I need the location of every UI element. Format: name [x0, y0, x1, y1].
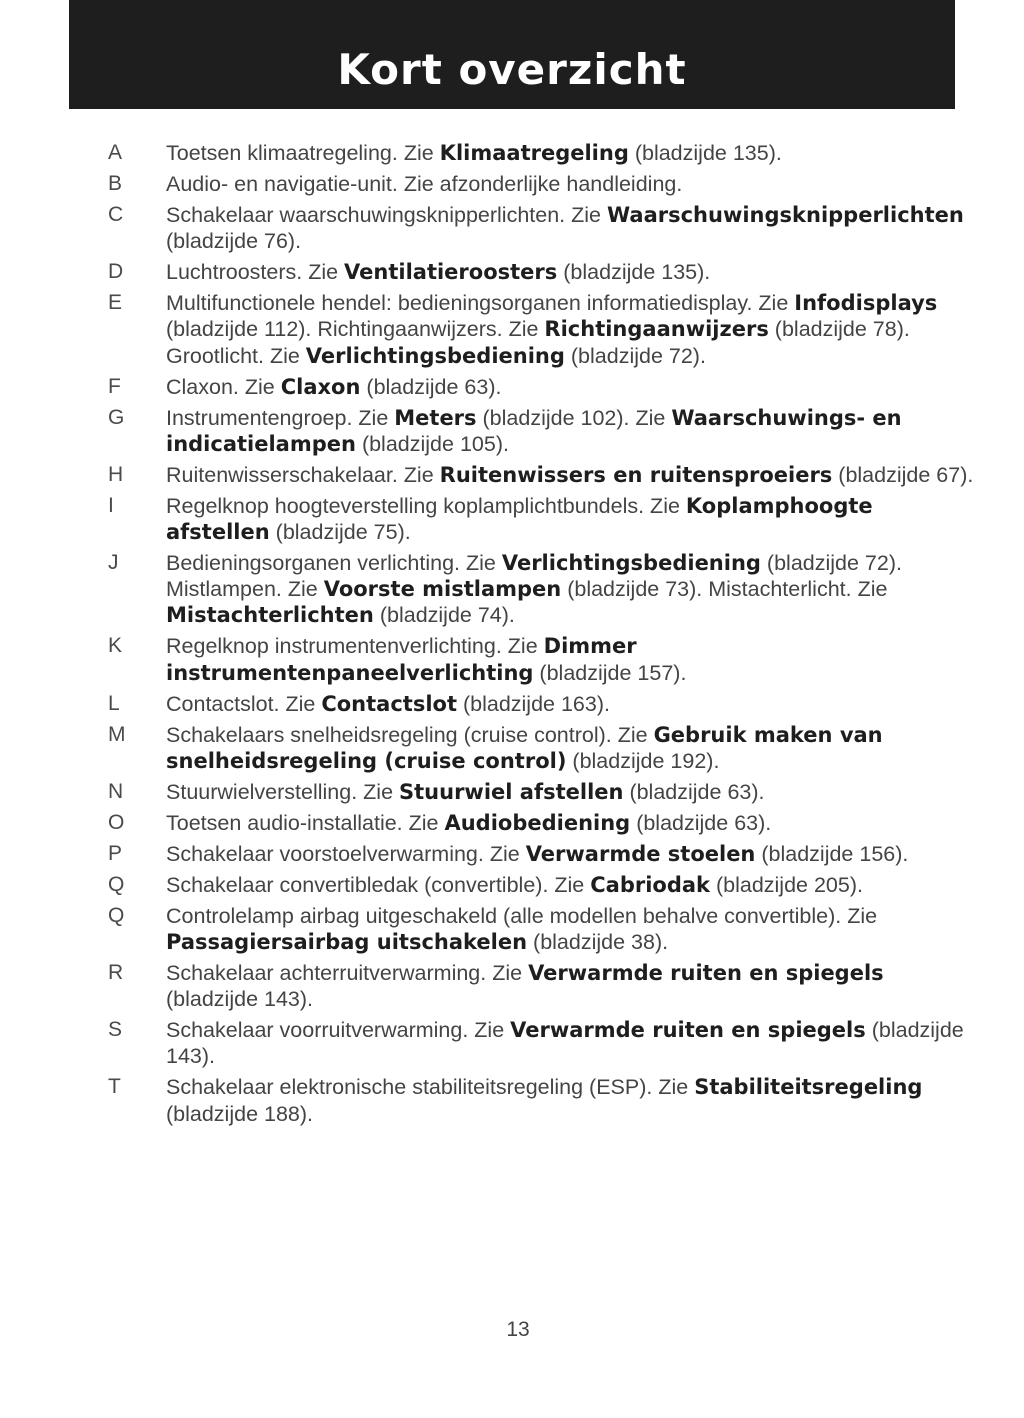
- list-item: [108, 841, 978, 867]
- description-text: (bladzijde 76).: [166, 229, 302, 254]
- cross-reference: Ruitenwissers en ruitensproeiers: [439, 462, 833, 487]
- description-text: (bladzijde 63).: [623, 779, 765, 804]
- description-text: Stuurwielverstelling. Zie: [166, 779, 400, 804]
- description-text: (bladzijde 143).: [166, 1018, 964, 1069]
- description-text: Schakelaar achterruitverwarming. Zie: [166, 961, 529, 986]
- description-text: (bladzijde 112). Richtingaanwijzers. Zie: [166, 317, 545, 342]
- description-text: (bladzijde 135).: [557, 260, 711, 285]
- cross-reference: Infodisplays: [794, 291, 938, 316]
- item-letter: G: [108, 405, 125, 429]
- description-text: Controlelamp airbag uitgeschakeld (alle modellen behalve convertible). Zie: [166, 903, 878, 928]
- item-letter: O: [108, 810, 125, 834]
- description-text: Contactslot. Zie: [166, 691, 322, 716]
- list-item: [108, 405, 978, 457]
- description-text: Schakelaar voorruitverwarming. Zie: [166, 1018, 511, 1043]
- description-text: (bladzijde 205).: [710, 872, 863, 897]
- cross-reference: Audiobediening: [444, 810, 631, 835]
- list-item: [108, 810, 978, 836]
- item-description: [166, 259, 978, 285]
- description-text: Instrumentengroep. Zie: [166, 405, 395, 430]
- description-text: Schakelaar convertibledak (convertible). Zie: [166, 872, 591, 897]
- item-letter: N: [108, 779, 124, 803]
- cross-reference: Waarschuwings- en indicatielampen: [166, 405, 902, 456]
- list-item: [108, 374, 978, 400]
- description-text: (bladzijde 78). Grootlicht. Zie: [166, 317, 910, 368]
- cross-reference: Stuurwiel afstellen: [399, 779, 624, 804]
- description-text: (bladzijde 143).: [166, 987, 314, 1012]
- item-letter: E: [108, 291, 123, 315]
- item-description: [166, 1017, 978, 1069]
- description-text: (bladzijde 75).: [269, 520, 411, 545]
- item-letter: J: [108, 551, 119, 575]
- description-text: (bladzijde 102). Zie: [476, 405, 672, 430]
- description-text: (bladzijde 192).: [566, 748, 720, 773]
- description-text: (bladzijde 73). Mistachterlicht. Zie: [561, 577, 888, 602]
- item-letter: I: [108, 493, 114, 517]
- item-letter: B: [108, 172, 123, 195]
- description-text: (bladzijde 63).: [360, 374, 502, 399]
- item-description: [166, 550, 978, 629]
- description-text: Luchtroosters. Zie: [166, 260, 345, 285]
- list-item: [108, 493, 978, 545]
- list-item: [108, 633, 978, 685]
- item-description: [166, 1074, 978, 1126]
- cross-reference: Gebruik maken van snelheidsregeling (cruise control): [166, 722, 883, 773]
- list-item: [108, 140, 978, 166]
- cross-reference: Verwarmde stoelen: [525, 841, 756, 866]
- description-text: Toetsen audio-installatie. Zie: [166, 810, 445, 835]
- list-item: [108, 872, 978, 898]
- item-description: [166, 841, 978, 867]
- item-letter: K: [108, 634, 123, 658]
- list-item: [108, 1017, 978, 1069]
- description-text: Regelknop instrumentenverlichting. Zie: [166, 634, 544, 659]
- item-letter: Q: [108, 903, 125, 927]
- item-letter: D: [108, 260, 124, 284]
- cross-reference: Waarschuwingsknipperlichten: [606, 203, 964, 227]
- description-text: Audio- en navigatie-unit. Zie afzonderlijke handleiding.: [166, 172, 683, 196]
- description-text: Claxon. Zie: [166, 374, 281, 399]
- list-item: [108, 960, 978, 1012]
- cross-reference: Stabiliteitsregeling: [694, 1075, 923, 1100]
- cross-reference: Ventilatieroosters: [344, 260, 558, 285]
- cross-reference: Passagiersairbag uitschakelen: [166, 930, 528, 955]
- description-text: Schakelaar elektronische stabiliteitsregeling (ESP). Zie: [166, 1075, 695, 1100]
- description-text: Multifunctionele hendel: bedieningsorganen informatiedisplay. Zie: [166, 291, 795, 316]
- list-item: [108, 462, 978, 488]
- item-description: [166, 810, 978, 836]
- description-text: Schakelaar voorstoelverwarming. Zie: [166, 841, 526, 866]
- description-text: (bladzijde 72). Mistlampen. Zie: [166, 551, 902, 602]
- item-description: [166, 202, 978, 254]
- item-description: [166, 691, 978, 717]
- list-item: [108, 550, 978, 629]
- cross-reference: Voorste mistlampen: [323, 577, 562, 602]
- item-letter: S: [108, 1018, 123, 1042]
- cross-reference: Contactslot: [321, 691, 457, 716]
- item-description: [166, 779, 978, 805]
- description-text: (bladzijde 67).: [832, 462, 974, 487]
- cross-reference: Richtingaanwijzers: [544, 317, 769, 342]
- description-text: (bladzijde 38).: [527, 930, 669, 955]
- description-text: (bladzijde 72).: [564, 343, 706, 368]
- description-text: Bedieningsorganen verlichting. Zie: [166, 551, 502, 576]
- description-text: Ruitenwisserschakelaar. Zie: [166, 462, 440, 487]
- description-text: (bladzijde 63).: [630, 810, 772, 835]
- description-text: (bladzijde 74).: [373, 603, 515, 628]
- item-description: [166, 462, 978, 488]
- cross-reference: Klimaatregeling: [439, 141, 629, 165]
- item-description: [166, 405, 978, 457]
- item-letter: T: [108, 1075, 121, 1099]
- header-bar: [69, 0, 955, 109]
- page-number: 13: [506, 1318, 530, 1341]
- item-description: [166, 722, 978, 774]
- list-item: [108, 903, 978, 955]
- cross-reference: Claxon: [280, 374, 361, 399]
- cross-reference: Meters: [394, 405, 477, 430]
- cross-reference: Dimmer instrumentenpaneelverlichting: [166, 634, 637, 685]
- item-letter: Q: [108, 872, 125, 896]
- description-text: (bladzijde 163).: [457, 691, 610, 716]
- item-letter: F: [108, 374, 121, 398]
- item-description: [166, 903, 978, 955]
- list-item: [108, 1074, 978, 1126]
- item-description: [166, 140, 978, 166]
- description-text: Schakelaar waarschuwingsknipperlichten. Zie: [166, 203, 607, 227]
- item-description: [166, 633, 978, 685]
- item-letter: P: [108, 841, 123, 865]
- description-text: (bladzijde 105).: [355, 431, 509, 456]
- cross-reference: Cabriodak: [590, 872, 710, 897]
- entry-list: [108, 140, 978, 1132]
- list-item: [108, 779, 978, 805]
- cross-reference: Mistachterlichten: [166, 603, 374, 628]
- list-item: [108, 722, 978, 774]
- description-text: (bladzijde 135).: [628, 141, 782, 165]
- description-text: Regelknop hoogteverstelling koplamplichtbundels. Zie: [166, 493, 686, 518]
- description-text: (bladzijde 156).: [755, 841, 909, 866]
- item-letter: A: [108, 141, 123, 164]
- description-text: (bladzijde 157).: [533, 660, 687, 685]
- list-item: [108, 691, 978, 717]
- item-description: [166, 493, 978, 545]
- list-item: [108, 259, 978, 285]
- cross-reference: Verlichtingsbediening: [305, 343, 565, 368]
- item-description: [166, 171, 978, 197]
- description-text: Schakelaars snelheidsregeling (cruise control). Zie: [166, 722, 654, 747]
- cross-reference: Verlichtingsbediening: [501, 551, 761, 576]
- item-letter: C: [108, 203, 124, 226]
- cross-reference: Verwarmde ruiten en spiegels: [510, 1018, 866, 1043]
- cross-reference: Verwarmde ruiten en spiegels: [528, 961, 884, 986]
- item-description: [166, 960, 978, 1012]
- list-item: [108, 202, 978, 254]
- list-item: [108, 290, 978, 369]
- item-letter: H: [108, 462, 124, 486]
- item-description: [166, 290, 978, 369]
- item-description: [166, 872, 978, 898]
- item-letter: R: [108, 961, 124, 985]
- description-text: Toetsen klimaatregeling. Zie: [166, 141, 440, 165]
- cross-reference: Koplamphoogte afstellen: [166, 493, 873, 545]
- item-letter: M: [108, 722, 126, 746]
- page-title: Kort overzicht: [337, 45, 687, 94]
- item-letter: L: [108, 691, 120, 715]
- item-description: [166, 374, 978, 400]
- description-text: (bladzijde 188).: [166, 1101, 314, 1126]
- list-item: [108, 171, 978, 197]
